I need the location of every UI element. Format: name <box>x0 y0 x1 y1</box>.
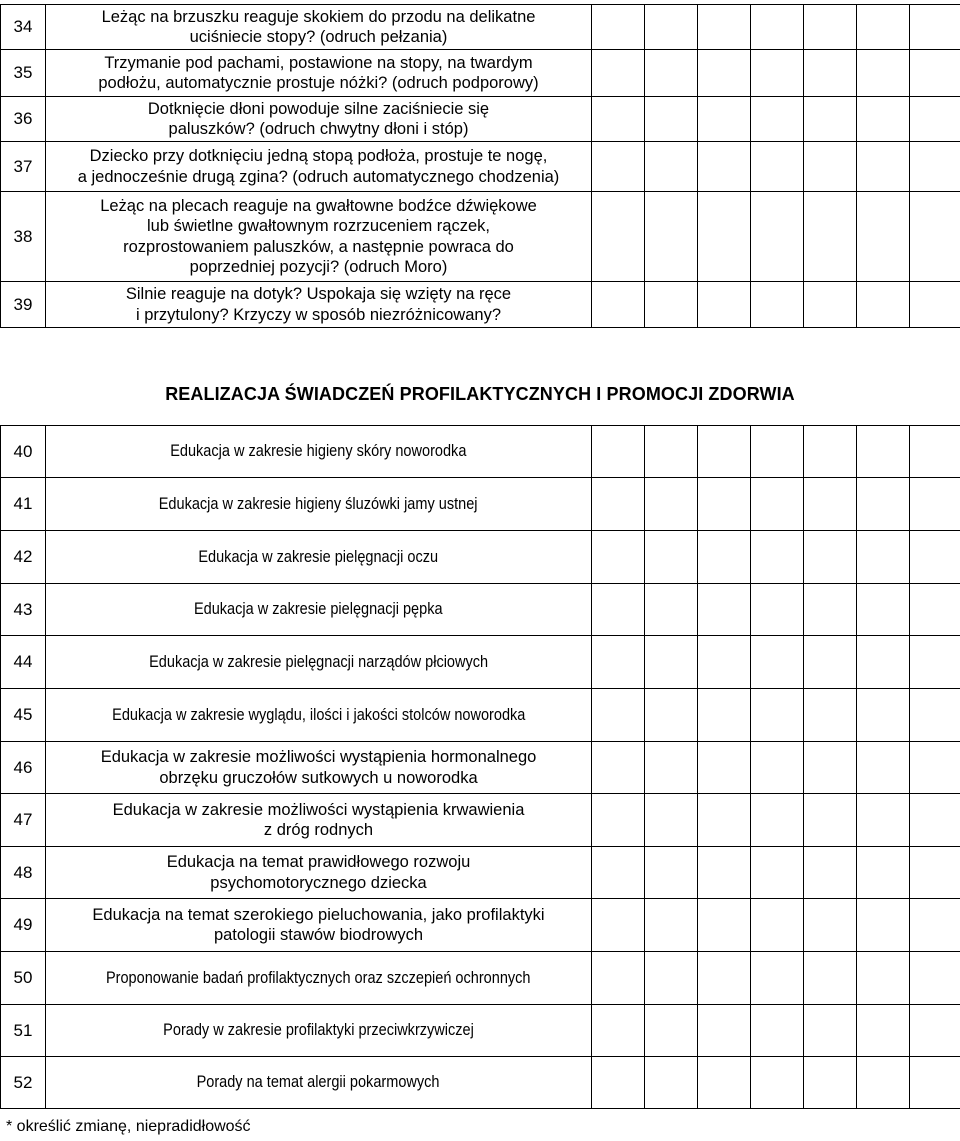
entry-cell[interactable] <box>910 282 960 328</box>
entry-cell[interactable] <box>857 5 910 50</box>
entry-cell[interactable] <box>857 1057 910 1109</box>
description-line: Edukacja na temat szerokiego pieluchowania, jako profilaktyki <box>92 905 545 924</box>
entry-cell[interactable] <box>645 742 698 794</box>
row-number: 47 <box>1 794 46 847</box>
table-row <box>1 584 960 636</box>
entry-cell[interactable] <box>857 426 910 478</box>
description-line: Edukacja w zakresie możliwości wystąpienia krwawienia <box>112 800 525 819</box>
entry-cell[interactable] <box>645 794 698 847</box>
description-line: a jednocześnie drugą zgina? (odruch automatycznego chodzenia) <box>77 167 560 186</box>
description-line: rozprostowaniem paluszków, a następnie powraca do <box>123 237 514 256</box>
entry-cell[interactable] <box>751 1057 804 1109</box>
entry-cell[interactable] <box>804 1005 857 1057</box>
row-description <box>46 478 592 531</box>
entry-cell[interactable] <box>910 899 960 952</box>
entry-cell[interactable] <box>751 794 804 847</box>
entry-cell[interactable] <box>751 689 804 742</box>
entry-cell[interactable] <box>698 531 751 584</box>
description-line: Edukacja w zakresie pielęgnacji oczu <box>198 547 439 566</box>
table-row <box>1 50 960 97</box>
entry-cell[interactable] <box>804 742 857 794</box>
entry-cell[interactable] <box>804 899 857 952</box>
reflex-table <box>0 4 960 328</box>
description-line: Edukacja w zakresie pielęgnacji narządów płciowych <box>149 652 488 671</box>
row-description <box>46 426 592 478</box>
prevention-table <box>0 425 960 1109</box>
row-number: 39 <box>1 282 46 328</box>
entry-cell[interactable] <box>804 952 857 1005</box>
row-number: 50 <box>1 952 46 1005</box>
row-description <box>46 50 592 97</box>
description-line: obrzęku gruczołów sutkowych u noworodka <box>159 768 478 787</box>
description-line: Silnie reaguje na dotyk? Uspokaja się wzięty na ręce <box>125 285 512 304</box>
row-number: 41 <box>1 478 46 531</box>
description-line: Trzymanie pod pachami, postawione na stopy, na twardym <box>104 53 533 72</box>
description-line: psychomotorycznego dziecka <box>210 873 427 892</box>
row-description <box>46 5 592 50</box>
description-line: patologii stawów biodrowych <box>213 926 424 944</box>
section-heading: REALIZACJA ŚWIADCZEŃ PROFILAKTYCZNYCH I PROMOCJI ZDORWIA <box>165 384 795 404</box>
entry-cell[interactable] <box>592 50 645 97</box>
entry-cell[interactable] <box>751 847 804 899</box>
row-number: 34 <box>1 5 46 50</box>
row-description <box>46 142 592 192</box>
entry-cell[interactable] <box>698 50 751 97</box>
row-number: 42 <box>1 531 46 584</box>
row-description <box>46 1005 592 1057</box>
entry-cell[interactable] <box>698 478 751 531</box>
description-line: Leżąc na plecach reaguje na gwałtowne bodźce dźwiękowe <box>100 197 537 216</box>
row-number: 36 <box>1 97 46 142</box>
row-number: 44 <box>1 636 46 689</box>
entry-cell[interactable] <box>751 97 804 142</box>
entry-cell[interactable] <box>910 689 960 742</box>
entry-cell[interactable] <box>751 636 804 689</box>
entry-cell[interactable] <box>698 584 751 636</box>
entry-cell[interactable] <box>910 142 960 192</box>
entry-cell[interactable] <box>751 478 804 531</box>
entry-cell[interactable] <box>857 50 910 97</box>
entry-cell[interactable] <box>804 50 857 97</box>
entry-cell[interactable] <box>751 899 804 952</box>
table-row <box>1 1057 960 1109</box>
description-line: Porady na temat alergii pokarmowych <box>197 1073 440 1092</box>
row-description <box>46 742 592 794</box>
description-line: Dotknięcie dłoni powoduje silne zaciśniecie się <box>147 99 490 118</box>
entry-cell[interactable] <box>910 636 960 689</box>
entry-cell[interactable] <box>592 97 645 142</box>
entry-cell[interactable] <box>592 899 645 952</box>
table-row <box>1 689 960 742</box>
table-row <box>1 531 960 584</box>
table-row <box>1 478 960 531</box>
description-line: Proponowanie badań profilaktycznych oraz szczepień ochronnych <box>106 968 531 987</box>
entry-cell[interactable] <box>804 426 857 478</box>
row-number: 45 <box>1 689 46 742</box>
entry-cell[interactable] <box>592 742 645 794</box>
entry-cell[interactable] <box>592 531 645 584</box>
entry-cell[interactable] <box>857 478 910 531</box>
entry-cell[interactable] <box>645 847 698 899</box>
entry-cell[interactable] <box>910 794 960 847</box>
entry-cell[interactable] <box>857 97 910 142</box>
entry-cell[interactable] <box>698 952 751 1005</box>
entry-cell[interactable] <box>592 1057 645 1109</box>
entry-cell[interactable] <box>751 50 804 97</box>
row-number: 37 <box>1 142 46 192</box>
entry-cell[interactable] <box>698 192 751 282</box>
entry-cell[interactable] <box>698 689 751 742</box>
row-number: 43 <box>1 584 46 636</box>
entry-cell[interactable] <box>804 478 857 531</box>
description-line: podłożu, automatycznie prostuje nóżki? (odruch podporowy) <box>98 74 539 92</box>
description-line: Dziecko przy dotknięciu jedną stopą podłoża, prostuje te nogę, <box>89 147 548 166</box>
entry-cell[interactable] <box>857 899 910 952</box>
row-description <box>46 584 592 636</box>
description-line: Edukacja w zakresie możliwości wystąpienia hormonalnego <box>100 748 537 767</box>
entry-cell[interactable] <box>804 794 857 847</box>
entry-cell[interactable] <box>804 636 857 689</box>
entry-cell[interactable] <box>645 584 698 636</box>
entry-cell[interactable] <box>698 899 751 952</box>
entry-cell[interactable] <box>910 742 960 794</box>
description-line: i przytulony? Krzyczy w sposób niezróżnicowany? <box>136 305 501 324</box>
entry-cell[interactable] <box>857 142 910 192</box>
entry-cell[interactable] <box>857 192 910 282</box>
entry-cell[interactable] <box>804 584 857 636</box>
entry-cell[interactable] <box>698 636 751 689</box>
description-line: z dróg rodnych <box>263 821 374 839</box>
entry-cell[interactable] <box>698 426 751 478</box>
entry-cell[interactable] <box>751 1005 804 1057</box>
entry-cell[interactable] <box>751 282 804 328</box>
entry-cell[interactable] <box>645 192 698 282</box>
entry-cell[interactable] <box>910 847 960 899</box>
row-number: 46 <box>1 742 46 794</box>
row-number: 38 <box>1 192 46 282</box>
table-row <box>1 847 960 899</box>
entry-cell[interactable] <box>592 794 645 847</box>
description-line: Leżąc na brzuszku reaguje skokiem do przodu na delikatne <box>101 7 536 26</box>
entry-cell[interactable] <box>645 1057 698 1109</box>
table-row <box>1 794 960 847</box>
table-row <box>1 192 960 282</box>
row-number: 51 <box>1 1005 46 1057</box>
entry-cell[interactable] <box>592 142 645 192</box>
entry-cell[interactable] <box>751 952 804 1005</box>
description-line: paluszków? (odruch chwytny dłoni i stóp) <box>168 120 469 138</box>
entry-cell[interactable] <box>857 847 910 899</box>
entry-cell[interactable] <box>804 192 857 282</box>
entry-cell[interactable] <box>592 952 645 1005</box>
entry-cell[interactable] <box>910 426 960 478</box>
description-line: Edukacja w zakresie wyglądu, ilości i jakości stolców noworodka <box>111 705 526 724</box>
entry-cell[interactable] <box>910 5 960 50</box>
table-row <box>1 952 960 1005</box>
row-description <box>46 689 592 742</box>
table-row <box>1 742 960 794</box>
entry-cell[interactable] <box>857 952 910 1005</box>
entry-cell[interactable] <box>857 794 910 847</box>
entry-cell[interactable] <box>645 97 698 142</box>
entry-cell[interactable] <box>751 192 804 282</box>
entry-cell[interactable] <box>698 794 751 847</box>
entry-cell[interactable] <box>645 689 698 742</box>
entry-cell[interactable] <box>592 689 645 742</box>
table-row <box>1 142 960 192</box>
entry-cell[interactable] <box>645 636 698 689</box>
entry-cell[interactable] <box>751 5 804 50</box>
entry-cell[interactable] <box>698 142 751 192</box>
table-row <box>1 97 960 142</box>
row-description <box>46 847 592 899</box>
entry-cell[interactable] <box>592 282 645 328</box>
row-description <box>46 794 592 847</box>
row-description <box>46 952 592 1005</box>
description-line: Porady w zakresie profilaktyki przeciwkrzywiczej <box>163 1021 474 1040</box>
entry-cell[interactable] <box>804 1057 857 1109</box>
row-number: 40 <box>1 426 46 478</box>
entry-cell[interactable] <box>804 531 857 584</box>
entry-cell[interactable] <box>645 478 698 531</box>
row-description <box>46 531 592 584</box>
table-row <box>1 1005 960 1057</box>
entry-cell[interactable] <box>698 97 751 142</box>
table-row <box>1 5 960 50</box>
entry-cell[interactable] <box>910 531 960 584</box>
entry-cell[interactable] <box>698 282 751 328</box>
description-line: Edukacja w zakresie higieny śluzówki jamy ustnej <box>159 494 478 513</box>
entry-cell[interactable] <box>857 689 910 742</box>
footnote: * określić zmianę, niepradidłowość <box>6 1118 251 1135</box>
entry-cell[interactable] <box>645 899 698 952</box>
description-line: lub świetlne gwałtownym rozrzuceniem rączek, <box>147 217 490 236</box>
row-number: 35 <box>1 50 46 97</box>
row-description <box>46 97 592 142</box>
entry-cell[interactable] <box>751 142 804 192</box>
description-line: uciśniecie stopy? (odruch pełzania) <box>189 28 448 46</box>
row-description <box>46 1057 592 1109</box>
entry-cell[interactable] <box>698 847 751 899</box>
description-line: poprzedniej pozycji? (odruch Moro) <box>189 257 448 276</box>
entry-cell[interactable] <box>910 50 960 97</box>
entry-cell[interactable] <box>751 426 804 478</box>
entry-cell[interactable] <box>645 952 698 1005</box>
entry-cell[interactable] <box>910 1005 960 1057</box>
entry-cell[interactable] <box>751 742 804 794</box>
table-row <box>1 282 960 328</box>
description-line: Edukacja w zakresie pielęgnacji pępka <box>194 600 443 619</box>
entry-cell[interactable] <box>857 531 910 584</box>
entry-cell[interactable] <box>592 1005 645 1057</box>
entry-cell[interactable] <box>592 584 645 636</box>
entry-cell[interactable] <box>645 282 698 328</box>
entry-cell[interactable] <box>592 478 645 531</box>
row-description <box>46 282 592 328</box>
entry-cell[interactable] <box>751 584 804 636</box>
entry-cell[interactable] <box>751 531 804 584</box>
entry-cell[interactable] <box>592 192 645 282</box>
entry-cell[interactable] <box>592 636 645 689</box>
entry-cell[interactable] <box>857 1005 910 1057</box>
entry-cell[interactable] <box>804 142 857 192</box>
row-number: 49 <box>1 899 46 952</box>
row-description <box>46 192 592 282</box>
row-description <box>46 899 592 952</box>
description-line: Edukacja w zakresie higieny skóry noworodka <box>170 442 467 461</box>
table-row <box>1 426 960 478</box>
entry-cell[interactable] <box>857 742 910 794</box>
entry-cell[interactable] <box>857 636 910 689</box>
entry-cell[interactable] <box>698 5 751 50</box>
entry-cell[interactable] <box>592 5 645 50</box>
entry-cell[interactable] <box>592 426 645 478</box>
entry-cell[interactable] <box>645 531 698 584</box>
entry-cell[interactable] <box>804 282 857 328</box>
entry-cell[interactable] <box>804 689 857 742</box>
entry-cell[interactable] <box>645 426 698 478</box>
entry-cell[interactable] <box>645 1005 698 1057</box>
entry-cell[interactable] <box>698 1057 751 1109</box>
entry-cell[interactable] <box>910 478 960 531</box>
entry-cell[interactable] <box>910 97 960 142</box>
entry-cell[interactable] <box>698 1005 751 1057</box>
entry-cell[interactable] <box>592 847 645 899</box>
entry-cell[interactable] <box>645 142 698 192</box>
row-description <box>46 636 592 689</box>
entry-cell[interactable] <box>645 5 698 50</box>
entry-cell[interactable] <box>910 192 960 282</box>
entry-cell[interactable] <box>804 97 857 142</box>
description-line: Edukacja na temat prawidłowego rozwoju <box>166 853 471 872</box>
entry-cell[interactable] <box>645 50 698 97</box>
table-row <box>1 636 960 689</box>
entry-cell[interactable] <box>804 5 857 50</box>
entry-cell[interactable] <box>910 1057 960 1109</box>
entry-cell[interactable] <box>698 742 751 794</box>
entry-cell[interactable] <box>804 847 857 899</box>
table-row <box>1 899 960 952</box>
row-number: 48 <box>1 847 46 899</box>
entry-cell[interactable] <box>910 952 960 1005</box>
entry-cell[interactable] <box>857 282 910 328</box>
row-number: 52 <box>1 1057 46 1109</box>
entry-cell[interactable] <box>857 584 910 636</box>
entry-cell[interactable] <box>910 584 960 636</box>
